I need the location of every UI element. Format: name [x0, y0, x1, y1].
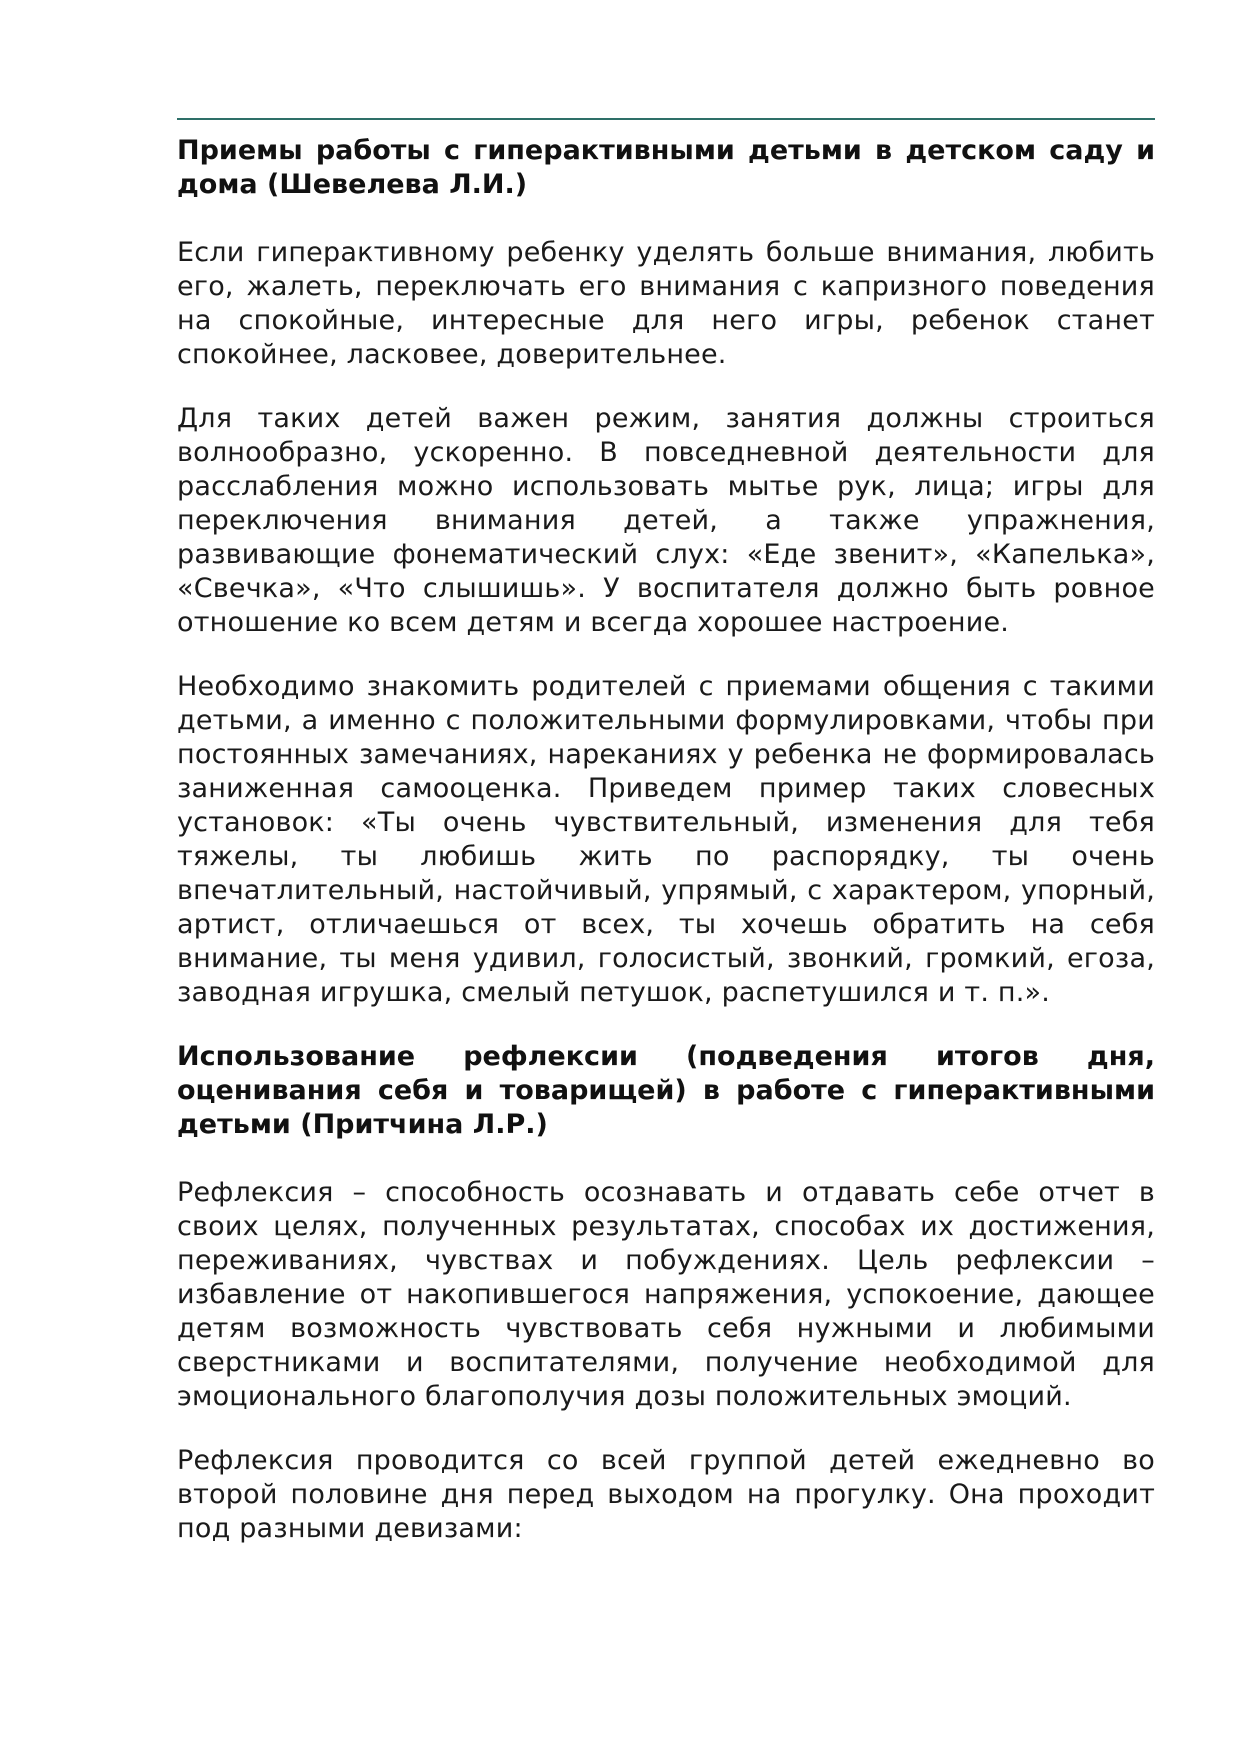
- paragraph-3: Необходимо знакомить родителей с приемами общения с такими детьми, а именно с положительными формулировками, чтобы при постоянных замечаниях, нареканиях у ребенка не формировалась заниженная самооценка. Приведем пример таких словесных установок: «Ты очень чувствительный, изменения для тебя тяжелы, ты любишь жить по распорядку, ты очень впечатлительный, настойчивый, упрямый, с характером, упорный, артист, отличаешься от всех, ты хочешь обратить на себя внимание, ты меня удивил, голосистый, звонкий, громкий, егоза, заводная игрушка, смелый петушок, распетушился и т. п.».: [177, 671, 1155, 1008]
- paragraph-2: Для таких детей важен режим, занятия должны строиться волнообразно, ускоренно. В повседневной деятельности для расслабления можно использовать мытье рук, лица; игры для переключения внимания детей, а также упражнения, развивающие фонематический слух: «Еде звенит», «Капелька», «Свечка», «Что слышишь». У воспитателя должно быть ровное отношение ко всем детям и всегда хорошее настроение.: [177, 403, 1155, 638]
- paragraph-1: Если гиперактивному ребенку уделять больше внимания, любить его, жалеть, переключать его внимания с капризного поведения на спокойные, интересные для него игры, ребенок станет спокойнее, ласковее, доверительнее.: [177, 237, 1155, 370]
- section-heading-2: Использование рефлексии (подведения итогов дня, оценивания себя и товарищей) в работе с гиперактивными детьми (Притчина Л.Р.): [177, 1041, 1155, 1140]
- section-heading-1: Приемы работы с гиперактивными детьми в детском саду и дома (Шевелева Л.И.): [177, 135, 1155, 200]
- document-page: [177, 118, 1155, 1576]
- header-rule: [177, 118, 1155, 120]
- paragraph-5: Рефлексия проводится со всей группой детей ежедневно во второй половине дня перед выходом на прогулку. Она проходит под разными девизами:: [177, 1445, 1155, 1544]
- paragraph-4: Рефлексия – способность осознавать и отдавать себе отчет в своих целях, полученных результатах, способах их достижения, переживаниях, чувствах и побуждениях. Цель рефлексии – избавление от накопившегося напряжения, успокоение, дающее детям возможность чувствовать себя нужными и любимыми сверстниками и воспитателями, получение необходимой для эмоционального благополучия дозы положительных эмоций.: [177, 1177, 1155, 1412]
